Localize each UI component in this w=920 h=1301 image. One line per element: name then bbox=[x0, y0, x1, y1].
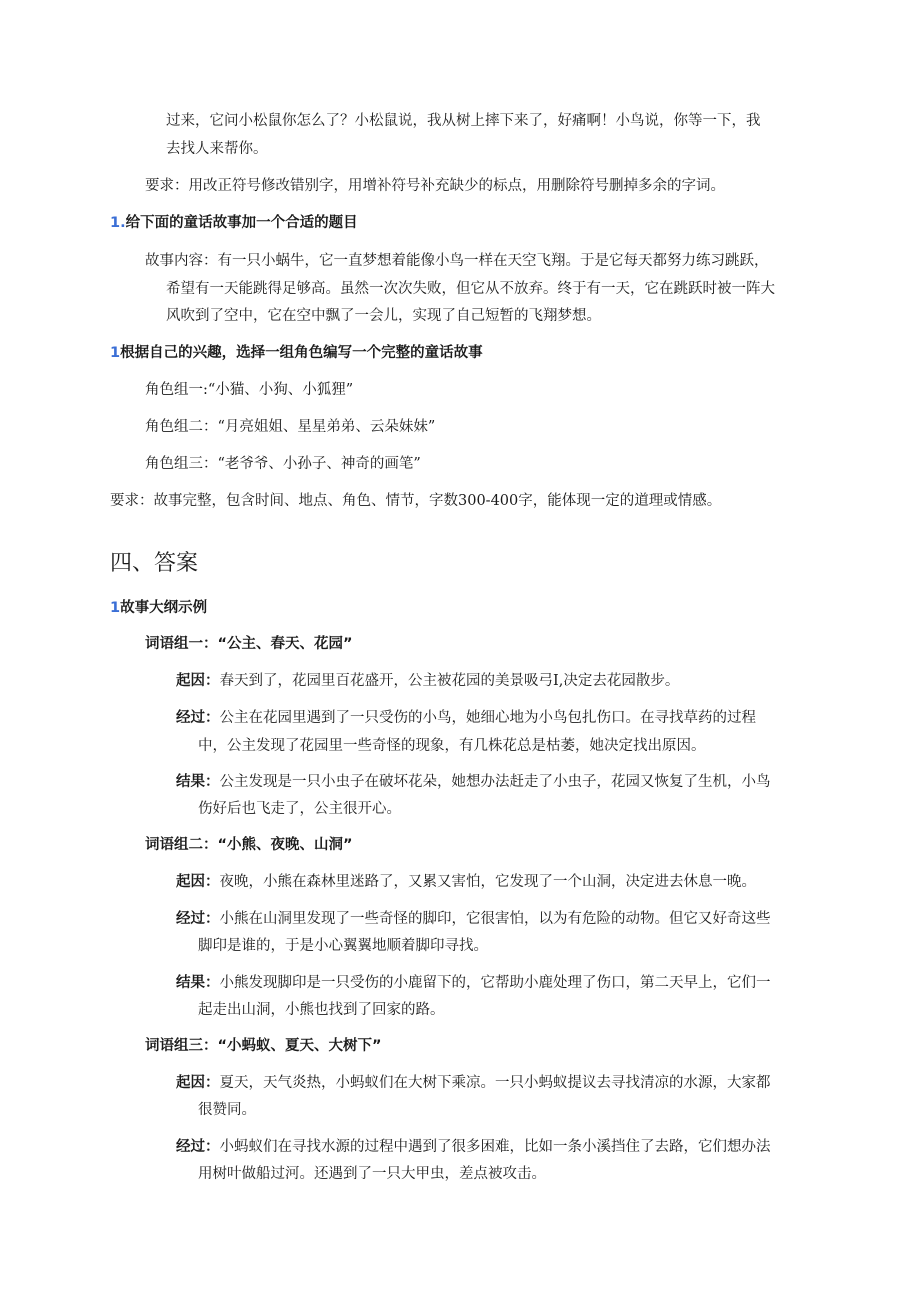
q2-role-group-2: 角色组二：“月亮姐姐、星星弟弟、云朵妹妹” bbox=[145, 419, 436, 435]
answer-group-2-title: 词语组二：“小熊、夜晚、山洞” bbox=[145, 837, 353, 853]
question-1-title: 给下面的童话故事加一个合适的题目 bbox=[125, 215, 358, 231]
q1-story-line-1: 故事内容：有一只小蜗牛，它一直梦想着能像小鸟一样在天空飞翔。于是它每天都努力练习跳跃， bbox=[145, 253, 769, 269]
answer-group-3-process-line-2: 用树叶做船过河。还遇到了一只大甲虫，差点被攻击。 bbox=[198, 1166, 546, 1182]
cause-label: 起因： bbox=[176, 874, 220, 890]
q1-story-line-3: 风吹到了空中，它在空中飘了一会儿，实现了自己短暂的飞翔梦想。 bbox=[166, 308, 601, 324]
cause-label: 起因： bbox=[176, 1075, 220, 1091]
question-2-title: 根据自己的兴趣，选择一组角色编写一个完整的童话故事 bbox=[120, 345, 483, 361]
answer-group-1-cause bbox=[176, 671, 679, 691]
process-label: 经过： bbox=[176, 1139, 220, 1155]
result-text-line-1: 公主发现是一只小虫子在破坏花朵，她想办法赶走了小虫子，花园又恢复了生机，小鸟 bbox=[219, 774, 771, 790]
question-1-heading bbox=[110, 213, 358, 233]
answer-group-1-title: 词语组一：“公主、春天、花园” bbox=[145, 636, 353, 652]
cause-label: 起因： bbox=[176, 673, 220, 689]
process-text-line-1: 公主在花园里遇到了一只受伤的小鸟，她细心地为小鸟包扎伤口。在寻找草药的过程 bbox=[219, 710, 756, 726]
cause-text: 夜晚，小熊在森林里迷路了，又累又害怕，它发现了一个山洞，决定进去休息一晚。 bbox=[219, 874, 756, 890]
intro-line-1: 过来，它问小松鼠你怎么了？小松鼠说，我从树上摔下来了，好痛啊！小鸟说，你等一下，我 bbox=[166, 113, 761, 129]
answer-group-3-process bbox=[176, 1137, 771, 1157]
answer-group-2-result-line-2: 起走出山洞，小熊也找到了回家的路。 bbox=[198, 1002, 445, 1018]
question-2-number: 1 bbox=[110, 345, 121, 361]
answers-number: 1 bbox=[110, 600, 121, 616]
answer-group-1-result-line-2: 伤好后也飞走了，公主很开心。 bbox=[198, 801, 401, 817]
result-label: 结果： bbox=[176, 774, 220, 790]
process-label: 经过： bbox=[176, 911, 220, 927]
result-label: 结果： bbox=[176, 975, 220, 991]
answer-group-2-process bbox=[176, 909, 771, 929]
answers-heading: 四、答案 bbox=[110, 551, 199, 576]
process-text-line-1: 小熊在山洞里发现了一些奇怪的脚印，它很害怕，以为有危险的动物。但它又好奇这些 bbox=[219, 911, 771, 927]
answer-group-1-process bbox=[176, 708, 756, 728]
question-2-heading bbox=[110, 343, 483, 363]
intro-line-2: 去找人来帮你。 bbox=[166, 141, 268, 157]
answers-title: 故事大纲示例 bbox=[120, 600, 208, 616]
answer-group-3-cause bbox=[176, 1073, 771, 1093]
intro-requirement: 要求：用改正符号修改错别字，用增补符号补充缺少的标点，用删除符号删掉多余的字词。 bbox=[145, 178, 725, 194]
answer-group-2-result bbox=[176, 973, 771, 993]
answer-group-1-process-line-2: 中，公主发现了花园里一些奇怪的现象，有几株花总是枯萎，她决定找出原因。 bbox=[198, 738, 706, 754]
q2-role-group-1: 角色组一:“小猫、小狗、小狐狸” bbox=[145, 382, 354, 398]
process-text-line-1: 小蚂蚁们在寻找水源的过程中遇到了很多困难，比如一条小溪挡住了去路，它们想办法 bbox=[219, 1139, 771, 1155]
process-label: 经过： bbox=[176, 710, 220, 726]
question-1-number: 1. bbox=[110, 215, 126, 231]
cause-text: 春天到了，花园里百花盛开，公主被花园的美景吸弓I,决定去花园散步。 bbox=[219, 673, 680, 689]
answer-group-3-cause-line-2: 很赞同。 bbox=[198, 1102, 256, 1118]
q2-requirement: 要求：故事完整，包含时间、地点、角色、情节，字数300-400字，能体现一定的道理或情感。 bbox=[110, 493, 722, 509]
answer-group-1-result bbox=[176, 772, 771, 792]
answer-group-2-cause bbox=[176, 872, 756, 892]
answers-subheading bbox=[110, 598, 207, 618]
q2-role-group-3: 角色组三：“老爷爷、小孙子、神奇的画笔” bbox=[145, 456, 421, 472]
q1-story-line-2: 希望有一天能跳得足够高。虽然一次次失败，但它从不放弃。终于有一天，它在跳跃时被一阵大 bbox=[166, 281, 775, 297]
result-text-line-1: 小熊发现脚印是一只受伤的小鹿留下的，它帮助小鹿处理了伤口，第二天早上，它们一 bbox=[219, 975, 771, 991]
answer-group-2-process-line-2: 脚印是谁的，于是小心翼翼地顺着脚印寻找。 bbox=[198, 938, 488, 954]
cause-text-line-1: 夏天，天气炎热，小蚂蚁们在大树下乘凉。一只小蚂蚁提议去寻找清凉的水源，大家都 bbox=[219, 1075, 771, 1091]
answer-group-3-title: 词语组三：“小蚂蚁、夏天、大树下” bbox=[145, 1038, 382, 1054]
